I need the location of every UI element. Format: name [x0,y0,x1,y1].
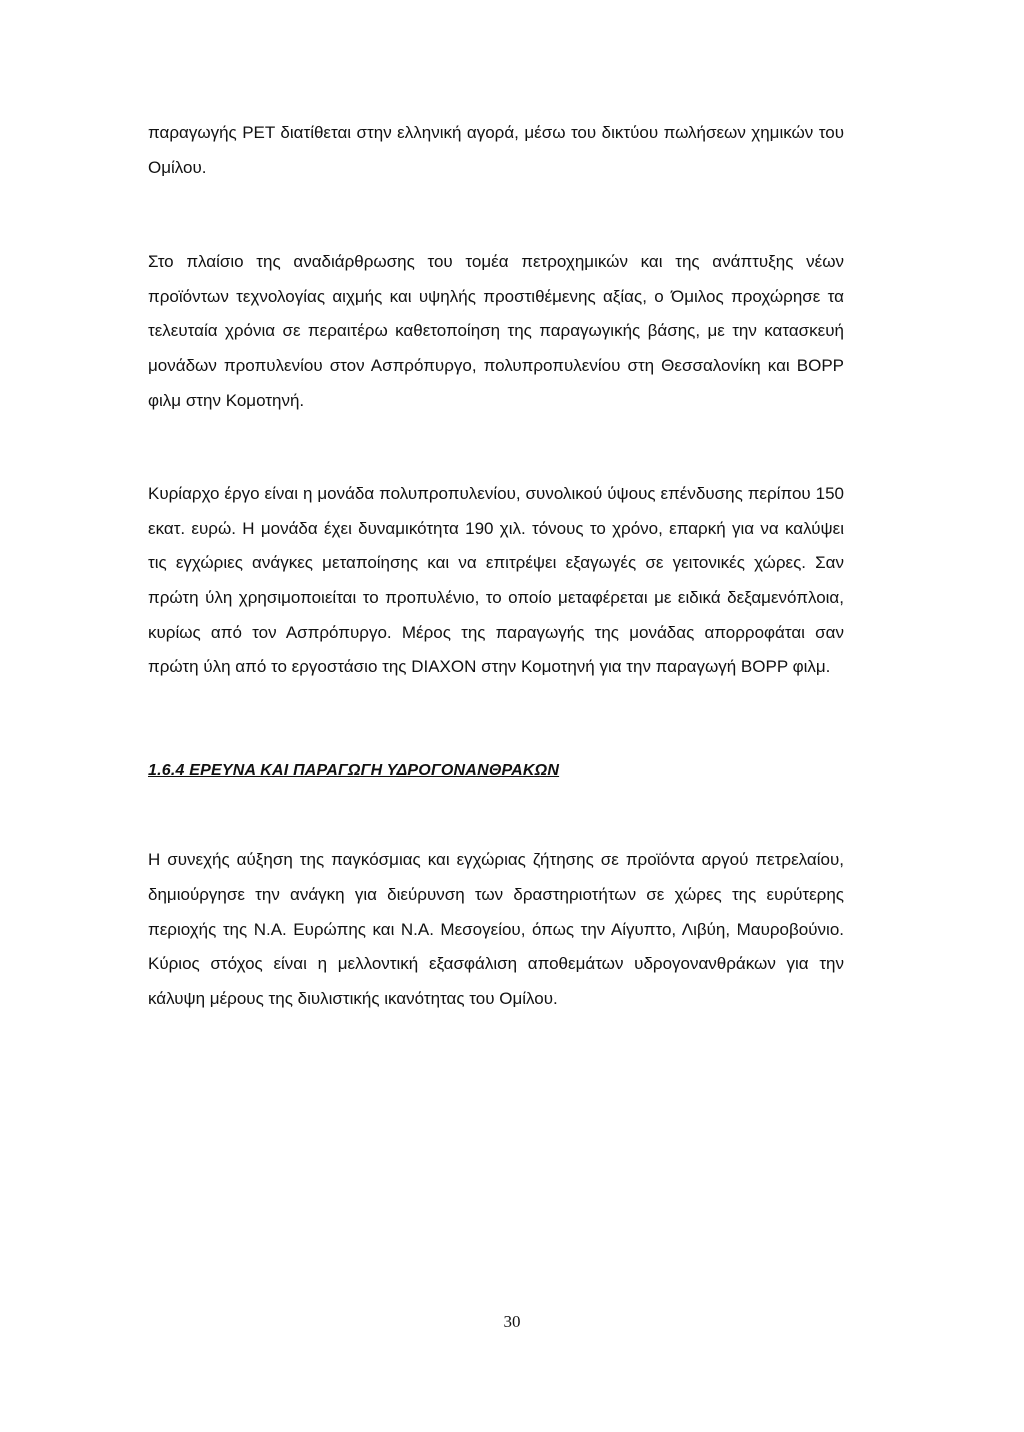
paragraph-hydrocarbon-exploration: Η συνεχής αύξηση της παγκόσμιας και εγχώριας ζήτησης σε προϊόντα αργού πετρελαίου, δημιούργησε την ανάγκη για διεύρυνση των δραστηριοτήτων σε χώρες της ευρύτερης περιοχής της Ν.Α. Ευρώπης και Ν.Α. Μεσογείου, όπως την Αίγυπτο, Λιβύη, Μαυροβούνιο. Κύριος στόχος είναι η μελλοντική εξασφάλιση αποθεμάτων υδρογονανθράκων για την κάλυψη μέρους της διυλιστικής ικανότητας του Ομίλου. [148,850,844,1008]
page-number: 30 [503,1312,521,1331]
page-content [148,116,844,1016]
paragraph-petrochemicals-restructuring: Στο πλαίσιο της αναδιάρθρωσης του τομέα πετροχημικών και της ανάπτυξης νέων προϊόντων τεχνολογίας αιχμής και υψηλής προστιθέμενης αξίας, ο Όμιλος προχώρησε τα τελευταία χρόνια σε περαιτέρω καθετοποίηση της παραγωγικής βάσης, με την κατασκευή μονάδων προπυλενίου στον Ασπρόπυργο, πολυπροπυλενίου στη Θεσσαλονίκη και BOPP φιλμ στην Κομοτηνή. [148,252,844,410]
paragraph-polypropylene-unit: Κυρίαρχο έργο είναι η μονάδα πολυπροπυλενίου, συνολικού ύψους επένδυσης περίπου 150 εκατ. ευρώ. Η μονάδα έχει δυναμικότητα 190 χιλ. τόνους το χρόνο, επαρκή για να καλύψει τις εγχώριες ανάγκες μεταποίησης και να επιτρέψει εξαγωγές σε γειτονικές χώρες. Σαν πρώτη ύλη χρησιμοποιείται το προπυλένιο, το οποίο μεταφέρεται με ειδικά δεξαμενόπλοια, κυρίως από τον Ασπρόπυργο. Μέρος της παραγωγής της μονάδας απορροφάται σαν πρώτη ύλη από το εργοστάσιο της DIAXON στην Κομοτηνή για την παραγωγή BOPP φιλμ. [148,484,844,677]
section-heading: 1.6.4 ΕΡΕΥΝΑ ΚΑΙ ΠΑΡΑΓΩΓΗ ΥΔΡΟΓΟΝΑΝΘΡΑΚΩΝ [148,761,560,779]
paragraph-pet-sales: παραγωγής PET διατίθεται στην ελληνική αγορά, μέσω του δικτύου πωλήσεων χημικών του Ομίλου. [148,123,844,177]
